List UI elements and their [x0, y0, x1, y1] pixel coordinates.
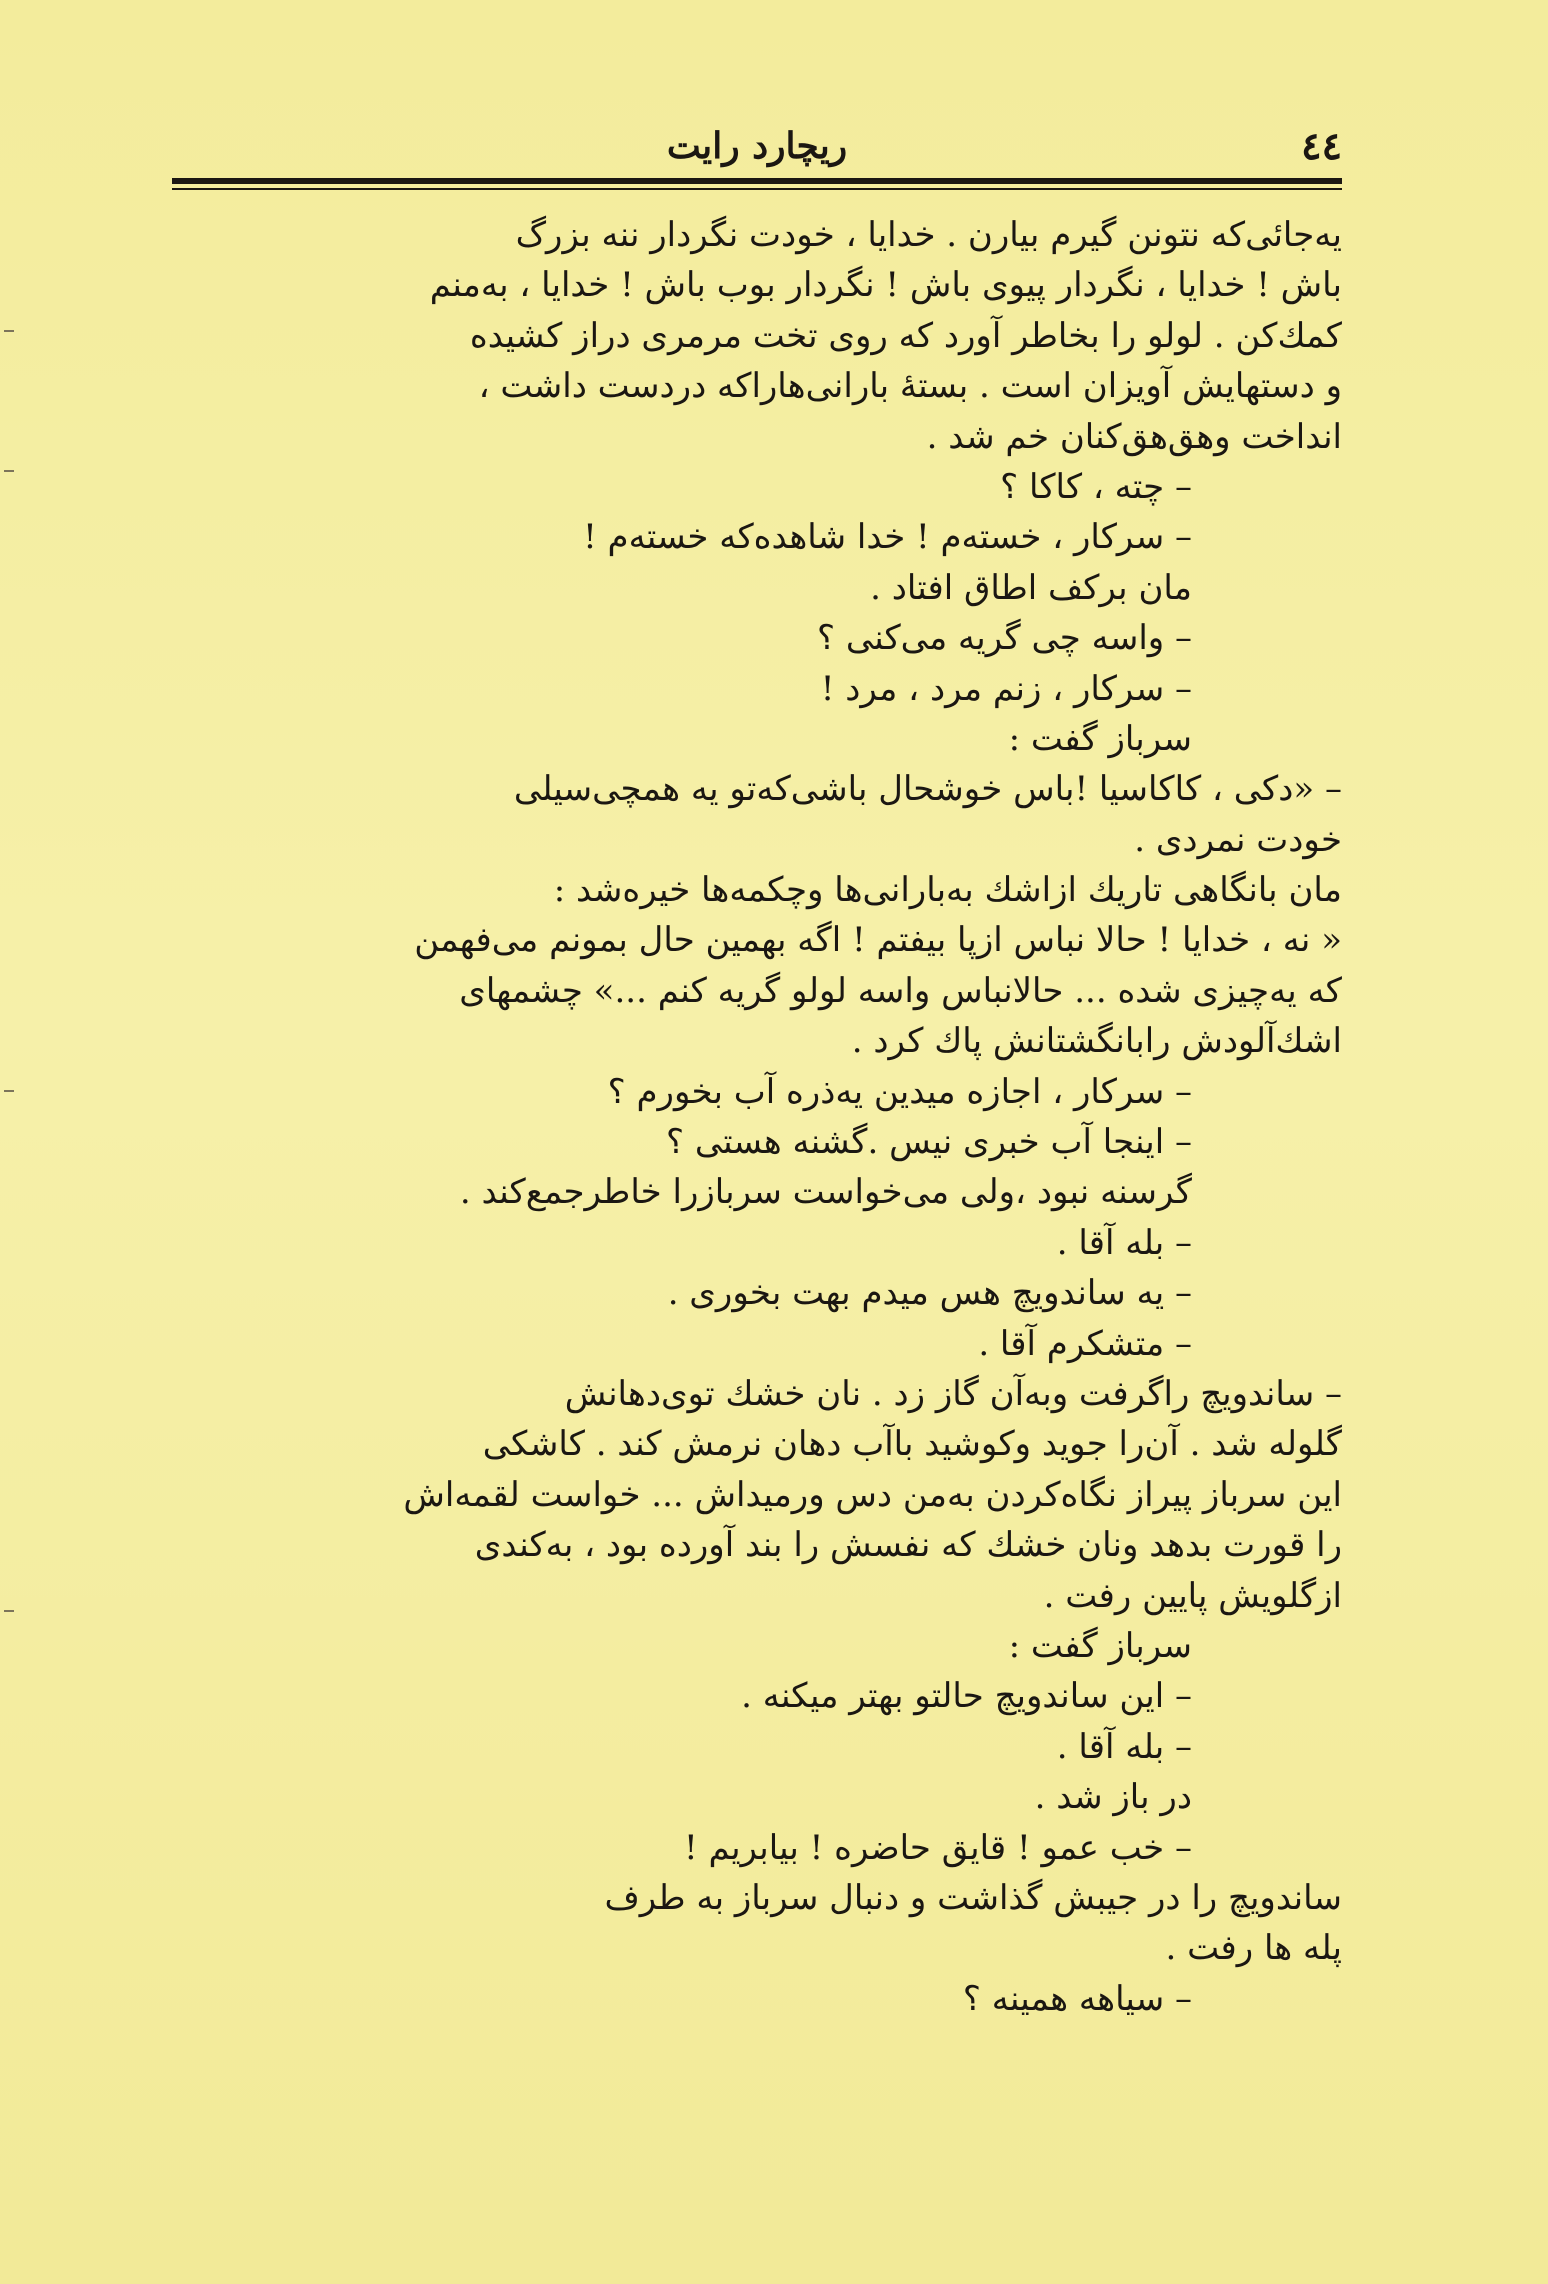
text-line: – «دکی ، کاکاسیا !باس خوشحال باشی‌که‌تو یه همچی‌سیلی	[513, 769, 1342, 810]
text-line: گلوله شد . آن‌را جوید وکوشید باآب دهان نرمش کند . کاشکی	[482, 1424, 1342, 1465]
page-edge-mark	[4, 1090, 14, 1092]
text-line: – متشکرم آقا .	[978, 1323, 1192, 1364]
text-line: – سرکار ، خسته‌م ! خدا شاهده‌که خسته‌م !	[583, 517, 1192, 558]
text-line: – ساندویچ راگرفت وبه‌آن گاز زد . نان خشك توی‌دهانش	[564, 1373, 1342, 1414]
text-line: خودت نمردی .	[1134, 819, 1342, 860]
text-line: مان بانگاهی تاریك ازاشك به‌بارانی‌ها وچکمه‌ها خیره‌شد :	[553, 870, 1342, 911]
text-line: – واسه چی گریه می‌کنی ؟	[817, 618, 1192, 659]
text-line: – یه ساندویچ هس میدم بهت بخوری .	[667, 1273, 1192, 1314]
page-edge-mark	[4, 330, 14, 332]
text-line: – چته ، کاکا ؟	[1000, 466, 1192, 507]
text-line: – اینجا آب خبری نیس .گشنه هستی ؟	[665, 1122, 1192, 1163]
text-line: سرباز گفت :	[1008, 1625, 1192, 1666]
text-line: سرباز گفت :	[1008, 718, 1192, 759]
text-line: – سرکار ، اجازه میدین یه‌ذره آب بخورم ؟	[607, 1071, 1192, 1112]
text-line: – سرکار ، زنم مرد ، مرد !	[820, 668, 1192, 709]
text-line: – خب عمو ! قایق حاضره ! بیابریم !	[683, 1827, 1192, 1868]
text-line: – سیاهه همینه ؟	[962, 1978, 1192, 2019]
text-line: این سرباز پیراز نگاه‌کردن به‌من دس ورمیداش ... خواست لقمه‌اش	[403, 1474, 1342, 1515]
text-line: کمك‌کن . لولو را بخاطر آورد که روی تخت مرمری دراز کشیده	[469, 315, 1342, 356]
text-line: – بله آقا .	[1056, 1222, 1192, 1263]
text-line: را قورت بدهد ونان خشك که نفسش را بند آورده بود ، به‌کندی	[474, 1525, 1342, 1566]
text-line: پله ها رفت .	[1165, 1928, 1342, 1969]
text-line: – این ساندویچ حالتو بهتر میکنه .	[741, 1676, 1192, 1717]
page-number: ٤٤	[1301, 123, 1342, 168]
text-line: در باز شد .	[1034, 1777, 1192, 1818]
text-line: یه‌جائی‌که نتونن گیرم بیارن . خدایا ، خودت نگردار ننه بزرگ	[515, 215, 1342, 255]
header-rule-thick	[172, 178, 1342, 184]
text-line: ازگلویش پایین رفت .	[1043, 1575, 1342, 1616]
body-text	[172, 210, 1342, 2024]
text-line: « نه ، خدایا ! حالا نباس ازپا بیفتم ! اگه بهمین حال بمونم می‌فهمن	[414, 920, 1342, 961]
page-edge-mark	[4, 1610, 14, 1612]
page-edge-mark	[4, 470, 14, 472]
running-title: ریچارد رایت	[666, 125, 848, 167]
header-rule-thin	[172, 188, 1342, 190]
text-line: باش ! خدایا ، نگردار پیوی باش ! نگردار بوب باش ! خدایا ، به‌منم	[429, 265, 1342, 306]
text-line: اشك‌آلودش ‌رابانگشتانش پاك کرد .	[851, 1021, 1342, 1062]
page-header	[172, 118, 1342, 174]
text-line: انداخت وهق‌هق‌کنان خم شد .	[926, 416, 1342, 457]
text-line: و دستهایش آویزان است . بستهٔ بارانی‌هاراکه دردست داشت ،	[478, 366, 1342, 407]
text-line: گرسنه نبود ،ولی می‌خواست سربازرا خاطرجمع‌کند .	[459, 1172, 1192, 1213]
text-line: مان برکف اطاق افتاد .	[870, 567, 1192, 608]
text-line: – بله آقا .	[1056, 1726, 1192, 1767]
text-line: که یه‌چیزی شده ... حالانباس واسه لولو گریه کنم ...» چشمهای	[459, 970, 1342, 1011]
text-line: ساندویچ را در جیبش گذاشت و دنبال سرباز به طرف	[604, 1877, 1342, 1918]
